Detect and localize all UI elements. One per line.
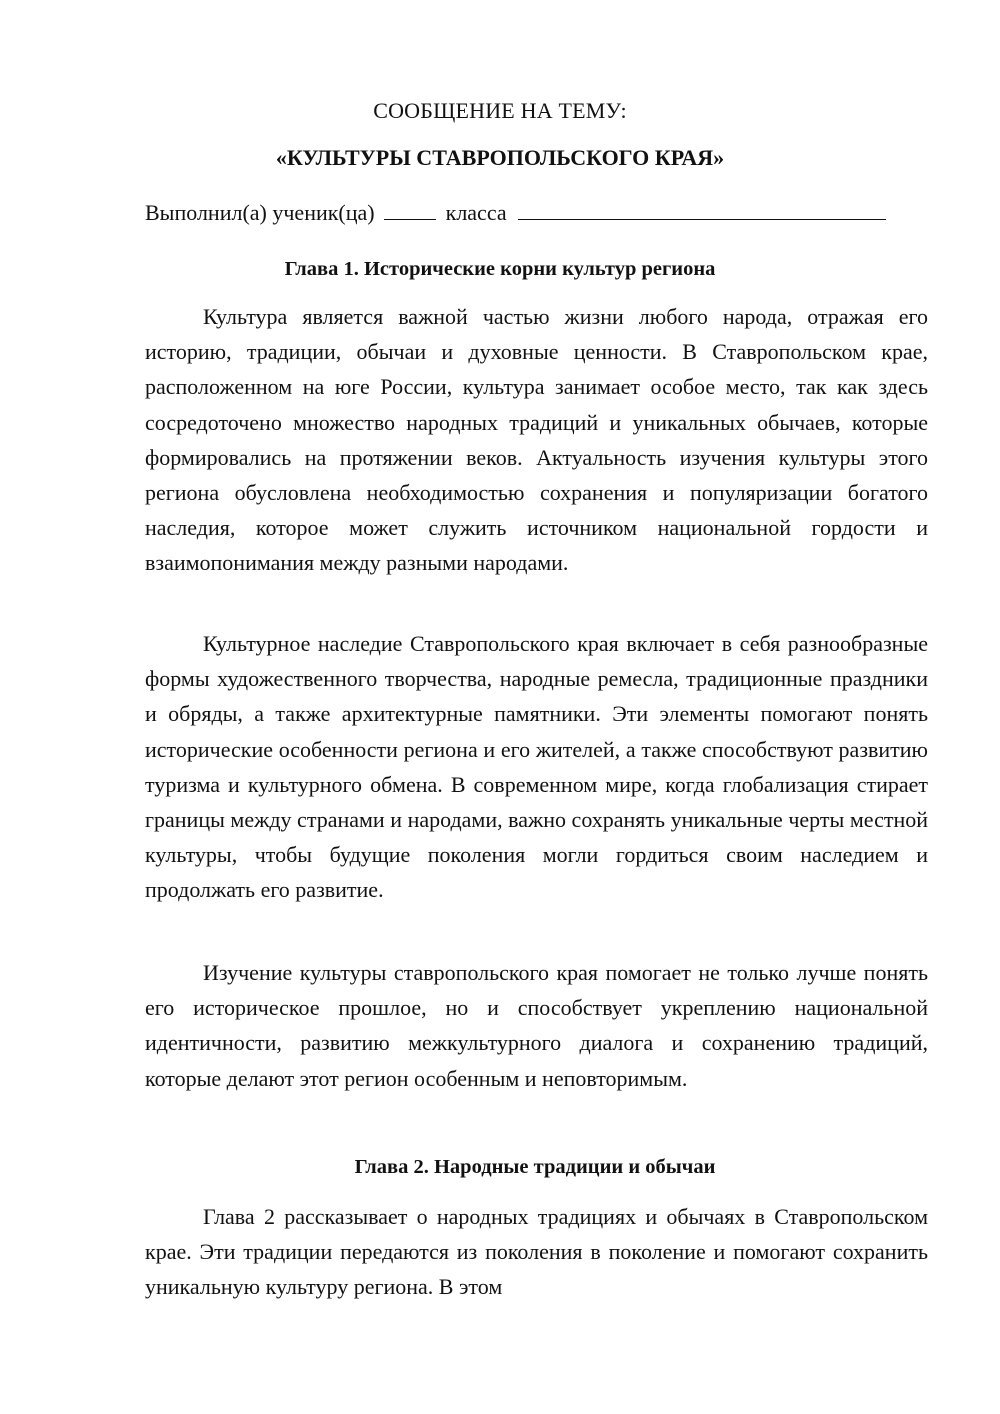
chapter-1-paragraph-2: Культурное наследие Ставропольского края включает в себя разнообразные формы художественного творчества, народные ремесла, традиционные праздники и обряды, а также архитектурные памятники. Эти элементы помогают понять исторические особенности региона и его жителей, а также способствуют развитию туризма и культурного обмена. В современном мире, когда глобализация стирает границы между странами и народами, важно сохранять уникальные черты местной культуры, чтобы будущие поколения могли гордиться своим наследием и продолжать его развитие. <box>145 631 928 903</box>
author-class-label: класса <box>445 200 507 225</box>
class-number-blank <box>384 197 436 220</box>
chapter-2-heading: Глава 2. Народные традиции и обычаи <box>354 1156 716 1178</box>
chapter-1-heading: Глава 1. Исторические корни культур региона <box>284 258 716 280</box>
chapter-1-paragraph-1: Культура является важной частью жизни любого народа, отражая его историю, традиции, обычаи и духовные ценности. В Ставропольском крае, расположенном на юге России, культура занимает особое место, так как здесь сосредоточено множество народных традиций и уникальных обычаев, которые формировались на протяжении веков. Актуальность изучения культуры этого региона обусловлена необходимостью сохранения и популяризации богатого наследия, которое может служить источником национальной гордости и взаимопонимания между разными народами. <box>145 304 928 576</box>
chapter-1-paragraph-3: Изучение культуры ставропольского края помогает не только лучше понять его историческое прошлое, но и способствует укреплению национальной идентичности, развитию межкультурного диалога и сохранению традиций, которые делают этот регион особенным и неповторимым. <box>145 960 928 1091</box>
chapter-2-paragraph-1: Глава 2 рассказывает о народных традициях и обычаях в Ставропольском крае. Эти традиции передаются из поколения в поколение и помогают сохранить уникальную культуру региона. В этом <box>145 1204 928 1300</box>
author-line <box>145 197 925 228</box>
student-name-blank <box>518 197 886 220</box>
author-prefix: Выполнил(а) ученик(ца) <box>145 200 375 225</box>
document-title-line-1: СООБЩЕНИЕ НА ТЕМУ: <box>373 98 627 123</box>
document-title-line-2: «КУЛЬТУРЫ СТАВРОПОЛЬСКОГО КРАЯ» <box>275 145 725 170</box>
